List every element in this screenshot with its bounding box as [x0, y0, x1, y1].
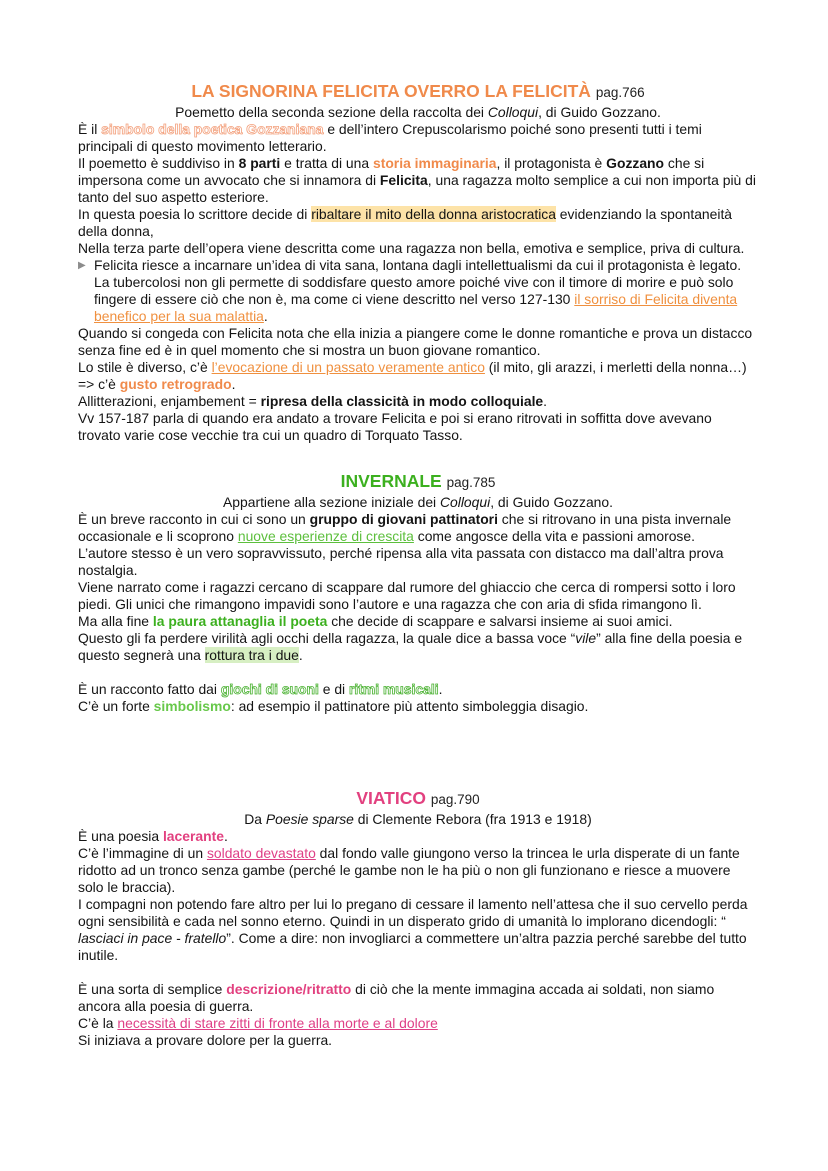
section-subtitle: Poemetto della seconda sezione della raccolta dei Colloqui, di Guido Gozzano.: [175, 104, 661, 120]
paragraph: C’è un forte simbolismo: ad esempio il pattinatore più attento simboleggia disagio.: [78, 698, 589, 714]
section-title: [78, 80, 758, 104]
highlight-term: ribaltare il mito della donna aristocratica: [311, 206, 556, 222]
bullet-item: ▶ Felicita riesce a incarnare un’idea di vita sana, lontana dagli intellettualismi da cui il protagonista è legato. La tubercolosi non gli permette di soddisfare questo amore poiché vive con il timore di morire e può solo fingere di essere ciò che non è, ma come ci viene descritto nel verso 127-130 il sorriso di Felicita diventa benefico per la sua malattia.: [78, 257, 742, 324]
section-viatico: [78, 787, 758, 1049]
section-subtitle: Appartiene alla sezione iniziale dei Colloqui, di Guido Gozzano.: [223, 494, 613, 510]
bullet-arrow-icon: ▶: [78, 260, 86, 271]
section-signorina-felicita: [78, 80, 758, 444]
paragraph: È una poesia lacerante.: [78, 828, 228, 844]
section-invernale: [78, 470, 758, 715]
paragraph: Questo gli fa perdere virilità agli occhi della ragazza, la quale dice a bassa voce “vile” alla fine della poesia e questo segnerà una rottura tra i due.: [78, 630, 743, 663]
paragraph: Nella terza parte dell’opera viene descritta come una ragazza non bella, emotiva e semplice, priva di cultura.: [78, 240, 745, 256]
paragraph: In questa poesia lo scrittore decide di ribaltare il mito della donna aristocratica evidenziando la spontaneità della donna,: [78, 206, 733, 239]
paragraph: Ma alla fine la paura attanaglia il poeta che decide di scappare e salvarsi insieme ai suoi amici.: [78, 613, 673, 629]
paragraph: I compagni non potendo fare altro per lui lo pregano di cessare il lamento nell’attesa che il suo cervello perda ogni sensibilità e cada nel sonno eterno. Quindi in un disperato grido di umanità lo implorano dicendogli: “ lasciaci in pace - fratello”. Come a dire: non invogliarci a commettere un’altra pazzia perché sarebbe del tutto inutile.: [78, 896, 748, 963]
title-text: VIATICO: [356, 788, 426, 808]
paragraph: Quando si congeda con Felicita nota che ella inizia a piangere come le donne romantiche e prova un distacco senza fine ed è in quel momento che si mostra un buon giovane romantico.: [78, 325, 753, 358]
page-ref: pag.785: [446, 475, 496, 490]
paragraph: Si iniziava a provare dolore per la guerra.: [78, 1032, 333, 1048]
page-ref: pag.766: [595, 85, 645, 100]
paragraph: C’è l’immagine di un soldato devastato dal fondo valle giungono verso la trincea le urla disperate di un fante ridotto ad un tronco senza gambe (perché le gambe non le ha più o non gli funzionano e riesce a muovere solo le braccia).: [78, 845, 740, 895]
title-text: INVERNALE: [340, 471, 442, 491]
section-title: [78, 787, 758, 811]
paragraph: C’è la necessità di stare zitti di fronte alla morte e al dolore: [78, 1015, 438, 1031]
section-subtitle: Da Poesie sparse di Clemente Rebora (fra 1913 e 1918): [244, 811, 592, 827]
page-ref: pag.790: [430, 792, 480, 807]
paragraph: Allitterazioni, enjambement = ripresa della classicità in modo colloquiale.: [78, 393, 548, 409]
title-text: LA SIGNORINA FELICITA OVERRO LA FELICITÀ: [191, 81, 591, 101]
paragraph: Viene narrato come i ragazzi cercano di scappare dal rumore del ghiaccio che cerca di rompersi sotto i loro piedi. Gli unici che rimangono impavidi sono l’autore e una ragazza che con aria di sfida rimangono lì.: [78, 579, 736, 612]
paragraph: È un racconto fatto dai giochi di suoni e di ritmi musicali.: [78, 681, 443, 697]
paragraph: È un breve racconto in cui ci sono un gruppo di giovani pattinatori che si ritrovano in una pista invernale occasionale e li scoprono nuove esperienze di crescita come angosce della vita e passioni amorose.: [78, 511, 732, 544]
paragraph: L’autore stesso è un vero sopravvissuto, perché ripensa alla vita passata con distacco ma dall’altra prova nostalgia.: [78, 545, 724, 578]
section-title: [78, 470, 758, 494]
highlight-term: simbolo della poetica Gozzaniana: [101, 121, 324, 137]
paragraph: È una sorta di semplice descrizione/ritratto di ciò che la mente immagina accada ai soldati, non siamo ancora alla poesia di guerra.: [78, 981, 715, 1014]
paragraph: Il poemetto è suddiviso in 8 parti e tratta di una storia immaginaria, il protagonista è Gozzano che si impersona come un avvocato che si innamora di Felicita, una ragazza molto semplice a cui non importa più di tanto del suo aspetto esteriore.: [78, 155, 756, 205]
paragraph: È il simbolo della poetica Gozzaniana e dell’intero Crepuscolarismo poiché sono presenti tutti i temi principali di questo movimento letterario.: [78, 121, 702, 154]
paragraph: Lo stile è diverso, c’è l’evocazione di un passato veramente antico (il mito, gli arazzi, i merletti della nonna…) => c’è gusto retrogrado.: [78, 359, 747, 392]
paragraph: Vv 157-187 parla di quando era andato a trovare Felicita e poi si erano ritrovati in soffitta dove avevano trovato varie cose vecchie tra cui un quadro di Torquato Tasso.: [78, 410, 712, 443]
